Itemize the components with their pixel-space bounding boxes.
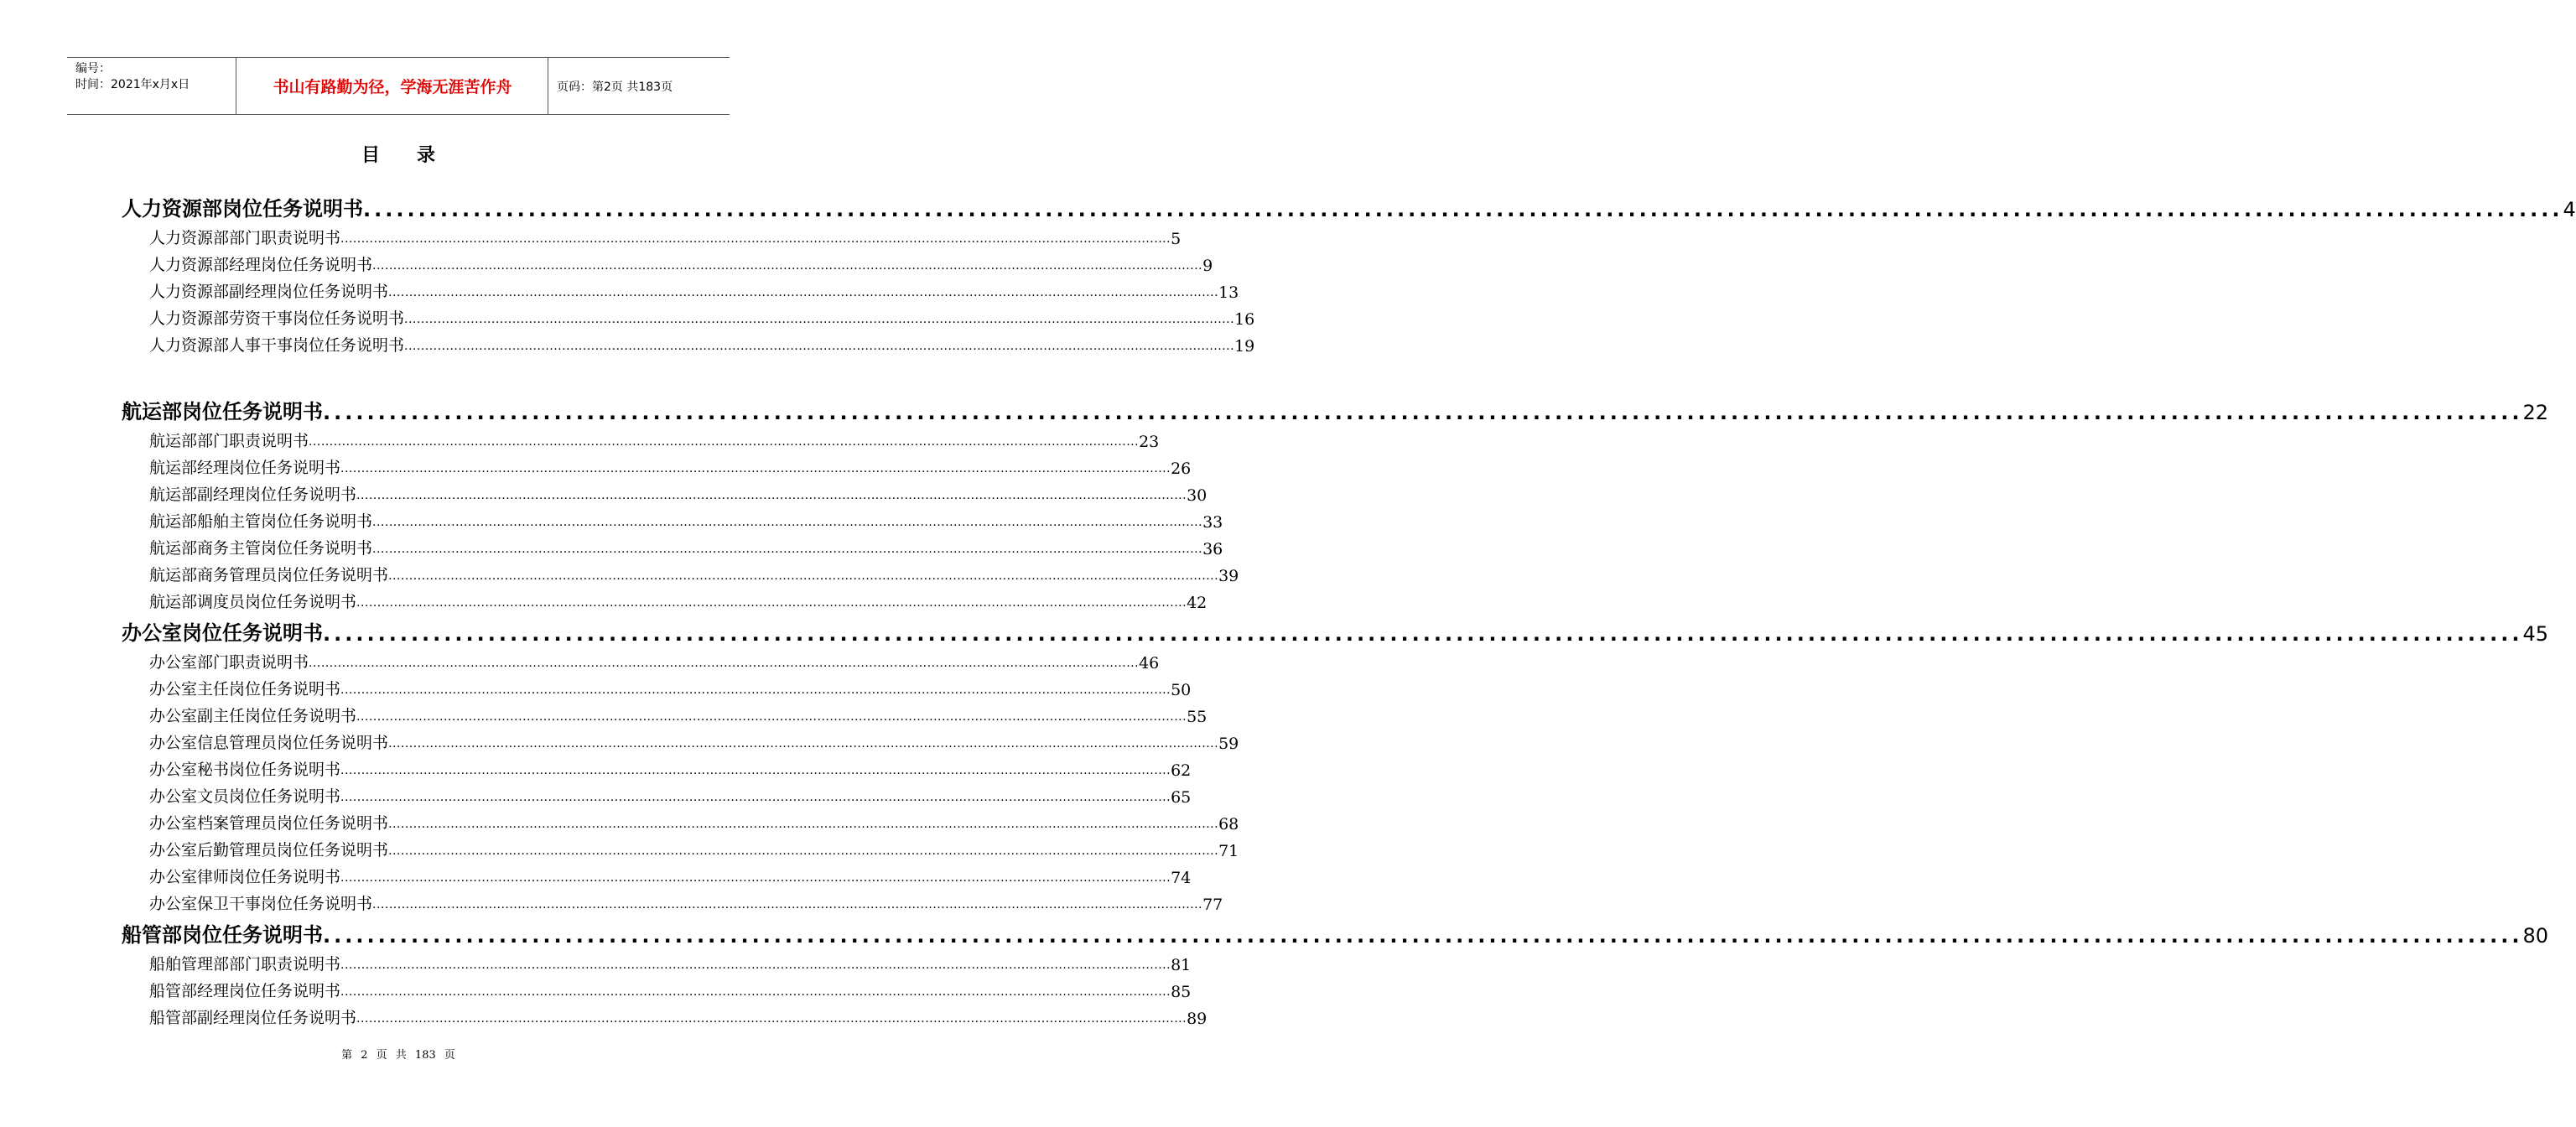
- toc-item-entry-label: 航运部调度员岗位任务说明书: [149, 593, 357, 611]
- toc-item-entry[interactable]: [122, 248, 1213, 275]
- toc-item-entry-page-number: 19: [1234, 337, 1255, 356]
- toc-item-entry-page-number: 36: [1202, 540, 1223, 558]
- dot-leader: ........................................................................................................................................................................................................: [340, 985, 1171, 999]
- toc-item-entry[interactable]: [122, 1001, 1208, 1028]
- toc-item-entry[interactable]: [122, 221, 1182, 248]
- toc-item-entry[interactable]: [122, 753, 1192, 780]
- toc-item-entry-page-number: 59: [1218, 735, 1239, 753]
- toc-item-entry-label: 航运部船舶主管岗位任务说明书: [149, 512, 373, 531]
- toc-title-char-1: 目: [361, 145, 380, 166]
- dot-leader: ........................................................................................................................................................................................................: [356, 489, 1187, 502]
- header-time-label: 时间：2021年x月x日: [75, 78, 190, 91]
- toc-item-entry-page-number: 5: [1171, 230, 1182, 248]
- toc-item-entry[interactable]: [122, 673, 1192, 699]
- toc-item-entry-label: 人力资源部劳资干事岗位任务说明书: [149, 309, 405, 328]
- toc-item-entry[interactable]: [122, 478, 1208, 505]
- header-number-label: 编号：: [75, 62, 111, 75]
- toc-section-entry-page-number: 22: [2522, 401, 2548, 424]
- toc-item-entry-page-number: 9: [1202, 257, 1213, 275]
- section-spacer: [122, 356, 676, 391]
- dot-leader: ........................................................................................................................................................................................................: [356, 596, 1187, 610]
- toc-item-entry[interactable]: [122, 451, 1192, 478]
- toc-item-entry-page-number: 26: [1171, 460, 1192, 478]
- toc-item-entry-label: 办公室秘书岗位任务说明书: [149, 761, 341, 779]
- toc-item-entry-label: 办公室主任岗位任务说明书: [149, 680, 341, 699]
- toc-item-entry[interactable]: [122, 807, 1239, 834]
- toc-item-entry[interactable]: [122, 646, 1160, 673]
- toc-item-entry[interactable]: [122, 558, 1239, 585]
- toc-item-entry[interactable]: [122, 780, 1192, 807]
- dot-leader: ........................................................................................................................................................................................................: [340, 958, 1171, 972]
- toc-item-entry[interactable]: [122, 699, 1208, 726]
- toc-item-entry-page-number: 50: [1171, 681, 1192, 699]
- page-footer: 第 2 页 共 183 页: [341, 1049, 455, 1062]
- dot-leader: ........................................................................................................................................................................................................: [388, 844, 1219, 858]
- dot-leader: ........................................................................................................................................................................................................: [309, 657, 1140, 670]
- toc-item-entry[interactable]: [122, 505, 1223, 532]
- toc-item-entry-page-number: 16: [1234, 310, 1255, 329]
- toc-item-entry-label: 办公室档案管理员岗位任务说明书: [149, 814, 389, 833]
- toc-section-entry[interactable]: [122, 188, 2576, 221]
- dot-leader: ........................................................................................................................................................................................................: [356, 1012, 1187, 1026]
- toc-item-entry-page-number: 74: [1171, 869, 1192, 887]
- toc-item-entry-label: 办公室部门职责说明书: [149, 653, 309, 672]
- toc-section-entry-label: 办公室岗位任务说明书: [122, 621, 323, 645]
- dot-leader: ........................................................................................................................................................................................................: [388, 737, 1219, 750]
- toc-item-entry-page-number: 55: [1187, 708, 1208, 726]
- dot-leader: ........................................................................................................................................................................................................: [340, 871, 1171, 885]
- toc-item-entry[interactable]: [122, 860, 1192, 887]
- toc-item-entry[interactable]: [122, 974, 1192, 1001]
- dot-leader: ........................................................................................................................................................................................................: [372, 898, 1203, 911]
- toc-item-entry-label: 人力资源部经理岗位任务说明书: [149, 256, 373, 274]
- toc-item-entry-page-number: 68: [1218, 815, 1239, 834]
- toc-item-entry[interactable]: [122, 302, 1255, 329]
- dot-leader: ........................................................................................................................................................................................................: [404, 340, 1235, 353]
- toc-section-entry[interactable]: [122, 914, 2548, 948]
- dot-leader: ........................................................................................................................................................................................................: [388, 569, 1219, 583]
- toc-item-entry-page-number: 71: [1218, 842, 1239, 860]
- dot-leader: ........................................................................................................................................................................................................: [404, 313, 1235, 326]
- dot-leader: ........................................................................................................................................................................................................: [340, 232, 1171, 246]
- toc-item-entry-label: 办公室副主任岗位任务说明书: [149, 707, 357, 725]
- dot-leader: ........................................................................................................................................................................................................: [372, 259, 1203, 273]
- toc-item-entry-label: 船舶管理部部门职责说明书: [149, 955, 341, 974]
- header-page-info: 页码：第2页 共183页: [557, 80, 673, 94]
- toc-item-entry-label: 船管部副经理岗位任务说明书: [149, 1009, 357, 1027]
- toc-item-entry-label: 航运部商务主管岗位任务说明书: [149, 539, 373, 558]
- toc-item-entry-label: 航运部商务管理员岗位任务说明书: [149, 566, 389, 584]
- toc-section-entry[interactable]: [122, 612, 2548, 646]
- toc-item-entry-page-number: 39: [1218, 567, 1239, 585]
- toc-item-entry[interactable]: [122, 948, 1192, 974]
- dot-leader: ........................................................................................................................................................................................................: [340, 764, 1171, 777]
- toc-item-entry-page-number: 89: [1187, 1010, 1208, 1028]
- dot-leader: ........................................................................................................................................................................................................: [388, 818, 1219, 831]
- table-of-contents: [122, 188, 2576, 1028]
- toc-item-entry-label: 办公室信息管理员岗位任务说明书: [149, 734, 389, 752]
- dot-leader: ........................................................................................................................................................................................................: [323, 622, 2523, 646]
- toc-item-entry-label: 办公室保卫干事岗位任务说明书: [149, 895, 373, 913]
- toc-item-entry[interactable]: [122, 887, 1223, 914]
- dot-leader: ........................................................................................................................................................................................................: [363, 198, 2563, 221]
- toc-item-entry-page-number: 81: [1171, 956, 1192, 974]
- toc-item-entry-label: 人力资源部人事干事岗位任务说明书: [149, 336, 405, 355]
- toc-section-entry-page-number: 80: [2522, 924, 2548, 948]
- dot-leader: ........................................................................................................................................................................................................: [323, 924, 2523, 948]
- toc-item-entry-label: 船管部经理岗位任务说明书: [149, 982, 341, 1000]
- toc-section-entry-label: 航运部岗位任务说明书: [122, 400, 323, 423]
- dot-leader: ........................................................................................................................................................................................................: [309, 435, 1140, 449]
- toc-section-entry-page-number: 45: [2522, 622, 2548, 646]
- toc-title-char-2: 录: [417, 145, 436, 166]
- toc-section-entry-label: 人力资源部岗位任务说明书: [122, 197, 363, 221]
- toc-section-entry-page-number: 4: [2563, 198, 2576, 221]
- toc-item-entry-page-number: 30: [1187, 486, 1208, 505]
- toc-item-entry[interactable]: [122, 834, 1239, 860]
- toc-item-entry-label: 人力资源部副经理岗位任务说明书: [149, 283, 389, 301]
- toc-item-entry[interactable]: [122, 329, 1255, 356]
- toc-item-entry-page-number: 65: [1171, 788, 1192, 807]
- toc-item-entry-label: 办公室文员岗位任务说明书: [149, 787, 341, 806]
- dot-leader: ........................................................................................................................................................................................................: [372, 543, 1203, 556]
- toc-section-entry[interactable]: [122, 391, 2548, 424]
- toc-item-entry[interactable]: [122, 726, 1239, 753]
- toc-item-entry-label: 办公室后勤管理员岗位任务说明书: [149, 841, 389, 860]
- dot-leader: ........................................................................................................................................................................................................: [340, 683, 1171, 697]
- dot-leader: ........................................................................................................................................................................................................: [372, 516, 1203, 529]
- toc-title: [0, 141, 797, 167]
- toc-item-entry-page-number: 33: [1202, 513, 1223, 532]
- toc-item-entry-page-number: 13: [1218, 283, 1239, 302]
- toc-item-entry[interactable]: [122, 585, 1208, 612]
- toc-item-entry-page-number: 46: [1139, 654, 1160, 673]
- toc-item-entry-label: 办公室律师岗位任务说明书: [149, 868, 341, 886]
- toc-item-entry[interactable]: [122, 275, 1239, 302]
- dot-leader: ........................................................................................................................................................................................................: [323, 401, 2523, 424]
- toc-item-entry-page-number: 42: [1187, 594, 1208, 612]
- toc-section-entry-label: 船管部岗位任务说明书: [122, 923, 323, 947]
- page-header: [67, 57, 730, 115]
- toc-item-entry-page-number: 77: [1202, 896, 1223, 914]
- header-meta: [67, 58, 236, 114]
- toc-item-entry-page-number: 23: [1139, 433, 1160, 451]
- toc-item-entry-label: 航运部经理岗位任务说明书: [149, 459, 341, 477]
- dot-leader: ........................................................................................................................................................................................................: [356, 710, 1187, 724]
- dot-leader: ........................................................................................................................................................................................................: [340, 462, 1171, 475]
- toc-item-entry[interactable]: [122, 532, 1223, 558]
- toc-item-entry-page-number: 62: [1171, 761, 1192, 780]
- toc-item-entry-label: 航运部副经理岗位任务说明书: [149, 486, 357, 504]
- dot-leader: ........................................................................................................................................................................................................: [340, 791, 1171, 804]
- toc-item-entry-label: 航运部部门职责说明书: [149, 432, 309, 450]
- dot-leader: ........................................................................................................................................................................................................: [388, 286, 1219, 299]
- toc-item-entry-page-number: 85: [1171, 983, 1192, 1001]
- toc-item-entry[interactable]: [122, 424, 1160, 451]
- toc-item-entry-label: 人力资源部部门职责说明书: [149, 229, 341, 247]
- header-motto: 书山有路勤为径，学海无涯苦作舟: [237, 58, 548, 114]
